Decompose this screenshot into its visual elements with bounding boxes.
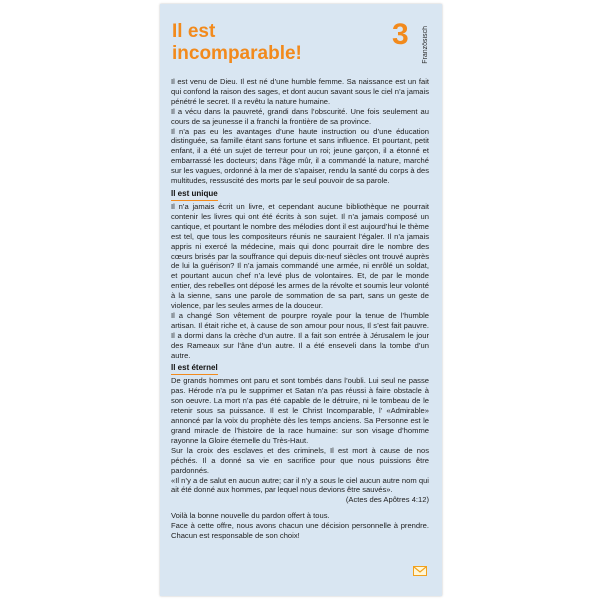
quote-paragraph: «Il n’y a de salut en aucun autre; car il n’y a sous le ciel aucun autre nom qui ait été donné aux hommes, par lequel nous devions être sauvés». (171, 475, 429, 495)
title-line-2: incomparable! (172, 43, 302, 64)
heading-eternal: Il est éternel (171, 363, 218, 375)
envelope-icon (413, 566, 427, 576)
eternal-paragraph-2: Sur la croix des esclaves et des criminels, Il est mort à cause de nos péchés. Il a donné sa vie en sacrifice pour que nous puissions être pardonnés. (171, 445, 429, 475)
language-label: Französisch (422, 26, 429, 64)
title-line-1: Il est (172, 21, 216, 42)
body-text (171, 77, 429, 541)
intro-paragraph-2: Il a vécu dans la pauvreté, grandi dans l’obscurité. Une fois seulement au cours de sa jeunesse il a franchi la frontière de sa province. (171, 106, 429, 126)
leaflet-page (160, 4, 442, 596)
intro-paragraph-3: Il n’a pas eu les avantages d’une haute instruction ou d’une éducation distinguée, sa famille étant sans fortune et sans influence. Et pourtant, petit enfant, il a été un sujet de terreur pour un roi; jeune garçon, il a étonné et embarrassé les docteurs; dans l’âge mûr, il a commandé la nature, marché sur les vagues, ordonné à la mer de s’apaiser, rendu la santé du corps à des multitudes, ressuscité des morts par le seul pouvoir de sa parole. (171, 126, 429, 186)
intro-paragraph-1: Il est venu de Dieu. Il est né d’une humble femme. Sa naissance est un fait qui confond la raison des sages, et dont aucun savant sous le ciel n’a jamais pénétré le secret. Il a revêtu la nature humaine. (171, 77, 429, 106)
page-number: 3 (392, 18, 409, 51)
unique-paragraph-2: Il a changé Son vêtement de pourpre royale pour la tenue de l’humble artisan. Il était riche et, à cause de son amour pour nous, Il s’est fait pauvre. Il a dormi dans la crèche d’un autre. Il a fait son entrée à Jérusalem le jour des Rameaux sur l’âne d’un autre. Il a été enseveli dans la tombe d’un autre. (171, 310, 429, 360)
closing-paragraph-2: Face à cette offre, nous avons chacun une décision personnelle à prendre. Chacun est responsable de son choix! (171, 521, 429, 541)
envelope-icon-svg (414, 567, 426, 575)
page-title (172, 21, 372, 65)
eternal-paragraph-1: De grands hommes ont paru et sont tombés dans l’oubli. Lui seul ne passe pas. Hérode n’a pu le supprimer et Satan n’a pas réussi à faire obstacle à son oeuvre. La mort n’a pas été capable de le détruire, ni le tombeau de le retenir sous sa puissance. Il est le Christ Incomparable, l’ «Admirable» annoncé par la voix du prophète dès les temps anciens. Sa Personne est le grand miracle de l’histoire de la race humaine: sur son visage d’homme rayonne la Gloire éternelle du Très-Haut. (171, 376, 429, 445)
unique-paragraph-1: Il n’a jamais écrit un livre, et cependant aucune bibliothèque ne pourrait contenir les livres qui ont été écrits à son sujet. Il n’a jamais composé un cantique, et pourtant le nombre des mélodies dont il est aujourd’hui le thème est tel, que tous les compositeurs réunis ne sauraient l’égaler. Il n’a jamais appris ni exercé la médecine, mais qui donc pourrait dire le nombre des cœurs brisés par la souffrance qui depuis dix-neuf siècles ont trouvé auprès de lui la guérison? Il n’a jamais commandé une armée, ni enrôlé un soldat, et pourtant aucun chef n’a levé plus de volontaires. Et, de par le monde entier, des rebelles ont déposé les armes de la révolte et soumis leur volonté à la sienne, sans une parole de sommation de sa part, sans un geste de violence, par les seules armes de la douceur. (171, 201, 429, 311)
heading-unique: Il est unique (171, 189, 218, 201)
bible-reference: (Actes des Apôtres 4:12) (345, 495, 429, 505)
closing-paragraph-1: Voilà la bonne nouvelle du pardon offert à tous. (171, 511, 330, 521)
